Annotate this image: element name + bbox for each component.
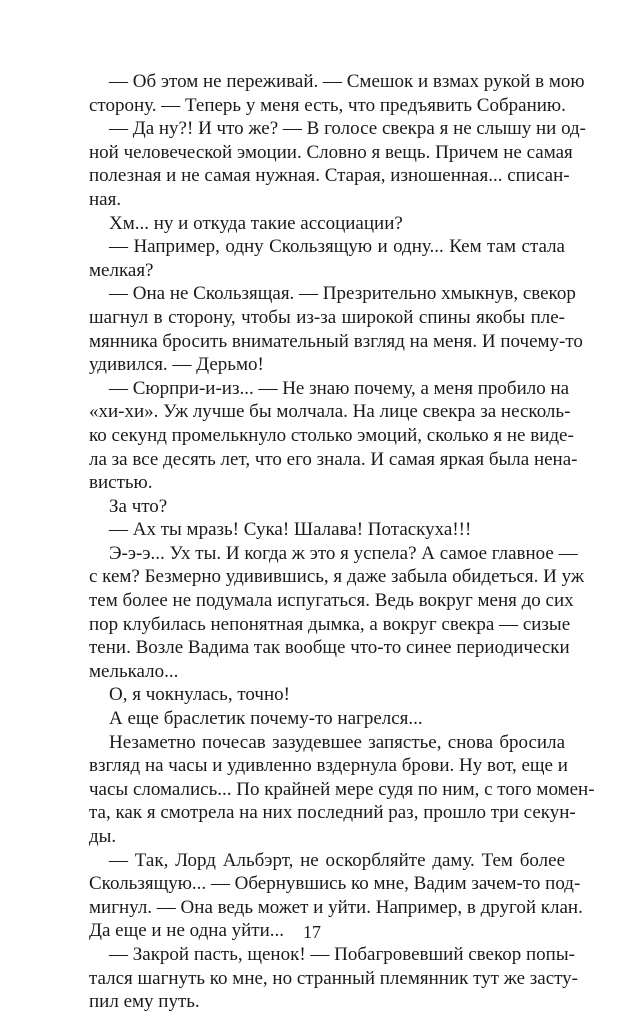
- text-line: Да еще и не одна уйти...: [89, 920, 285, 942]
- text-line: О, я чокнулась, точно!: [109, 684, 290, 706]
- text-line: Скользящую... — Обернувшись ко мне, Вадим зачем-то под-: [89, 873, 581, 895]
- text-line: пил ему путь.: [89, 991, 200, 1013]
- text-line: часы сломались... По крайней мере судя по ним, с того момен-: [89, 778, 595, 800]
- text-line: — Закрой пасть, щенок! — Побагровевший свекор попы-: [109, 943, 575, 965]
- text-line: — Например, одну Скользящую и одну... Кем там стала: [109, 236, 565, 258]
- text-line: та, как я смотрела на них последний раз, прошло три секун-: [89, 802, 576, 824]
- text-line: мигнул. — Она ведь может и уйти. Например, в другой клан.: [89, 896, 583, 918]
- page-number: 17: [303, 922, 321, 942]
- text-line: шагнул в сторону, чтобы из-за широкой спины якобы пле-: [89, 306, 565, 328]
- text-line: Э-э-э... Ух ты. И когда ж это я успела? А самое главное —: [109, 542, 578, 564]
- text-line: ная.: [89, 188, 122, 210]
- text-line: ко секунд промелькнуло столько эмоций, сколько я не виде-: [89, 424, 574, 446]
- text-line: сторону. — Теперь у меня есть, что предъявить Собранию.: [89, 94, 566, 116]
- text-line: с кем? Безмерно удивившись, я даже забыла обидеться. И уж: [89, 566, 585, 588]
- text-line: мелькало...: [89, 660, 179, 682]
- text-line: удивился. — Дерьмо!: [89, 354, 264, 376]
- text-line: тени. Возле Вадима так вообще что-то синее периодически: [89, 637, 570, 659]
- text-line: — Ах ты мразь! Сука! Шалава! Потаскуха!!!: [109, 519, 472, 541]
- text-line: ной человеческой эмоции. Словно я вещь. Причем не самая: [89, 141, 573, 163]
- text-line: — Она не Скользящая. — Презрительно хмыкнув, свекор: [109, 283, 576, 305]
- text-line: Незаметно почесав зазудевшее запястье, снова бросила: [109, 731, 565, 753]
- text-line: полезная и не самая нужная. Старая, изношенная... списан-: [89, 165, 570, 187]
- text-line: тем более не подумала испугаться. Ведь вокруг меня до сих: [89, 590, 574, 612]
- text-line: «хи-хи». Уж лучше бы молчала. На лице свекра за несколь-: [89, 401, 571, 423]
- text-line: Хм... ну и откуда такие ассоциации?: [109, 212, 403, 234]
- text-line: ла за все десять лет, что его знала. И самая яркая была нена-: [89, 448, 578, 470]
- text-line: За что?: [109, 495, 168, 517]
- text-line: — Да ну?! И что же? — В голосе свекра я не слышу ни од-: [109, 118, 587, 140]
- text-line: мянника бросить внимательный взгляд на меня. И почему-то: [89, 330, 583, 352]
- text-line: ды.: [89, 826, 117, 847]
- text-line: — Так, Лорд Альбэрт, не оскорбляйте даму. Тем более: [109, 849, 565, 871]
- text-line: взгляд на часы и удивленно вздернула брови. Ну вот, еще и: [89, 755, 568, 777]
- body-text: [89, 70, 595, 1014]
- text-line: — Об этом не переживай. — Смешок и взмах рукой в мою: [109, 71, 585, 92]
- text-line: пор клубилась непонятная дымка, а вокруг свекра — сизые: [89, 613, 571, 635]
- text-line: тался шагнуть ко мне, но странный племянник тут же засту-: [89, 967, 579, 989]
- text-line: мелкая?: [89, 259, 154, 281]
- text-line: — Сюрпри-и-из... — Не знаю почему, а меня пробило на: [109, 377, 570, 399]
- text-line: А еще браслетик почему-то нагрелся...: [109, 708, 423, 730]
- text-line: вистью.: [89, 472, 153, 494]
